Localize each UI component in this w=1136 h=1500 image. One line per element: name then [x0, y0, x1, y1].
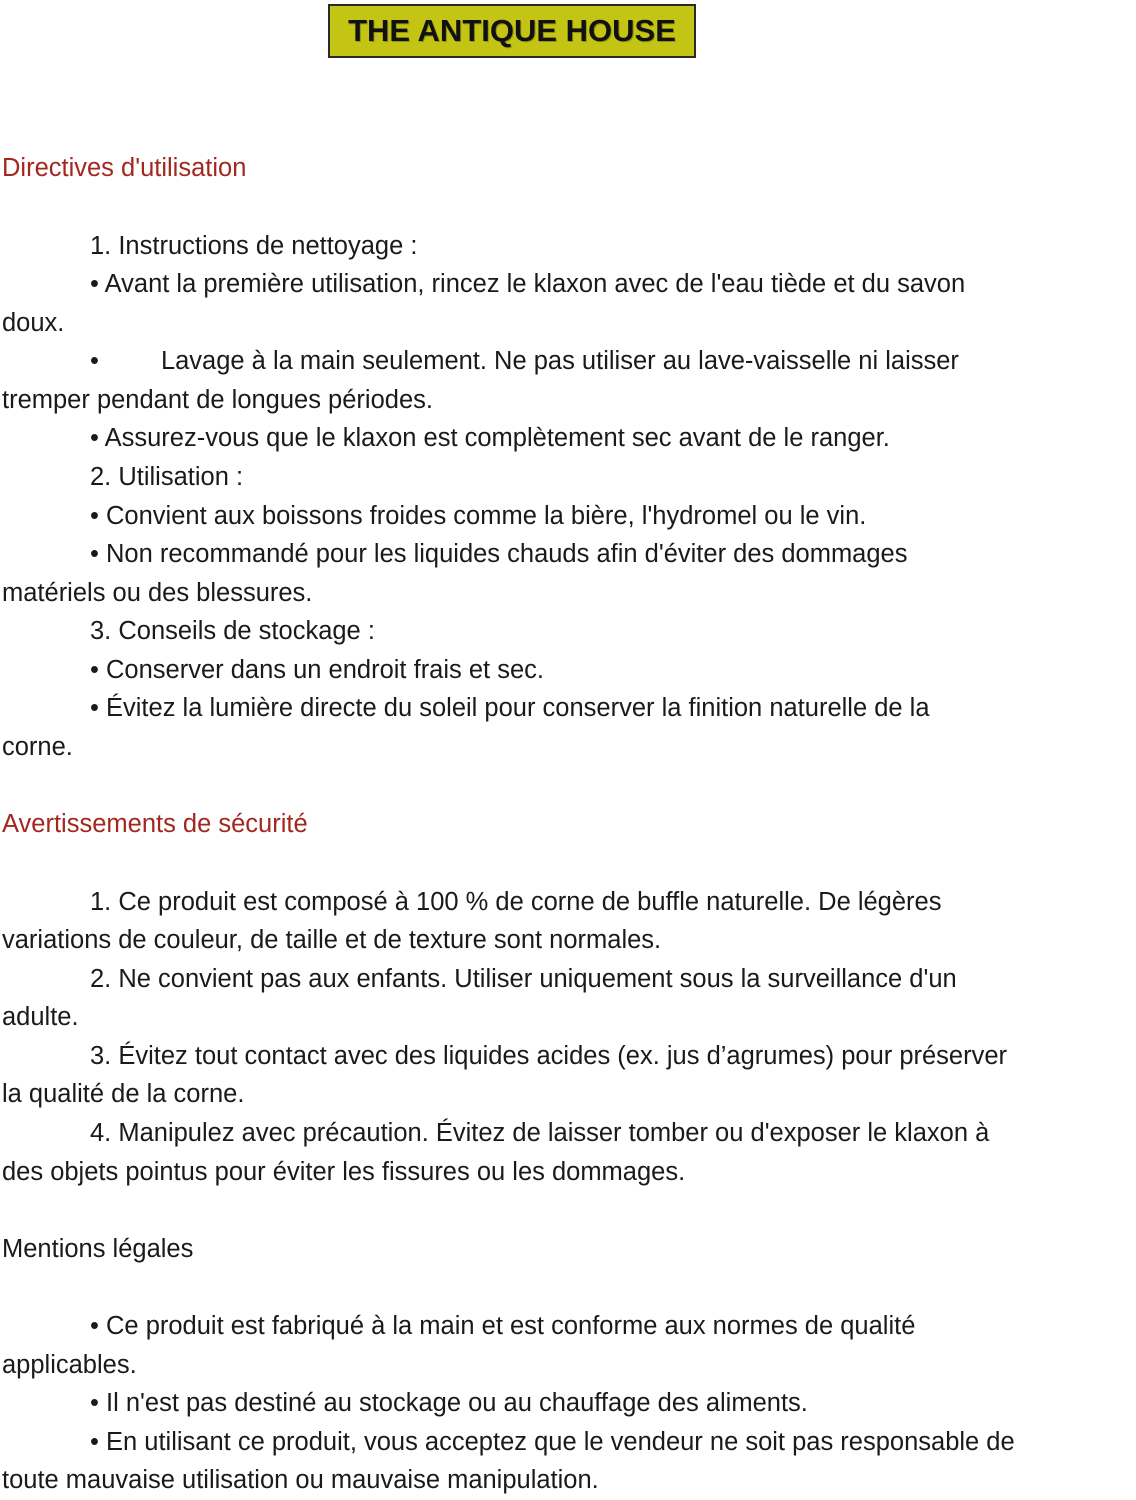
usage-line-6: • Assurez-vous que le klaxon est complètement sec avant de le ranger. [90, 424, 890, 452]
legal-line-4: • En utilisant ce produit, vous acceptez que le vendeur ne soit pas responsable de [90, 1428, 1015, 1456]
section-heading-legal: Mentions légales [2, 1235, 194, 1263]
usage-line-9: • Non recommandé pour les liquides chauds afin d'éviter des dommages [90, 540, 908, 568]
usage-line-7: 2. Utilisation : [90, 463, 244, 491]
safety-line-7: 4. Manipulez avec précaution. Évitez de laisser tomber ou d'exposer le klaxon à [90, 1119, 990, 1147]
legal-line-5: toute mauvaise utilisation ou mauvaise manipulation. [2, 1466, 599, 1494]
safety-line-6: la qualité de la corne. [2, 1080, 245, 1108]
usage-line-2: • Avant la première utilisation, rincez le klaxon avec de l'eau tiède et du savon [90, 270, 966, 298]
section-heading-usage: Directives d'utilisation [2, 154, 247, 182]
usage-line-4 [90, 342, 959, 381]
legal-line-2: applicables. [2, 1351, 137, 1379]
safety-line-3: 2. Ne convient pas aux enfants. Utiliser uniquement sous la surveillance d'un [90, 965, 957, 993]
safety-line-8: des objets pointus pour éviter les fissures ou les dommages. [2, 1158, 686, 1186]
usage-line-13: • Évitez la lumière directe du soleil pour conserver la finition naturelle de la [90, 694, 930, 722]
usage-line-8: • Convient aux boissons froides comme la bière, l'hydromel ou le vin. [90, 502, 867, 530]
legal-line-1: • Ce produit est fabriqué à la main et est conforme aux normes de qualité [90, 1312, 916, 1340]
brand-logo-text: THE ANTIQUE HOUSE [348, 13, 676, 48]
usage-line-12: • Conserver dans un endroit frais et sec. [90, 656, 544, 684]
legal-line-3: • Il n'est pas destiné au stockage ou au chauffage des aliments. [90, 1389, 808, 1417]
safety-line-1: 1. Ce produit est composé à 100 % de corne de buffle naturelle. De légères [90, 888, 942, 916]
section-heading-safety: Avertissements de sécurité [2, 810, 308, 838]
safety-line-5: 3. Évitez tout contact avec des liquides acides (ex. jus d’agrumes) pour préserver [90, 1042, 1008, 1070]
brand-logo [328, 4, 696, 58]
usage-line-11: 3. Conseils de stockage : [90, 617, 375, 645]
usage-line-3: doux. [2, 309, 65, 337]
bullet-marker: • [90, 347, 99, 375]
usage-line-5: tremper pendant de longues périodes. [2, 386, 433, 414]
usage-line-4-text: Lavage à la main seulement. Ne pas utiliser au lave-vaisselle ni laisser [160, 347, 959, 375]
usage-line-10: matériels ou des blessures. [2, 579, 313, 607]
safety-line-2: variations de couleur, de taille et de texture sont normales. [2, 926, 662, 954]
usage-line-1: 1. Instructions de nettoyage : [90, 232, 418, 260]
safety-line-4: adulte. [2, 1003, 79, 1031]
usage-line-14: corne. [2, 733, 73, 761]
